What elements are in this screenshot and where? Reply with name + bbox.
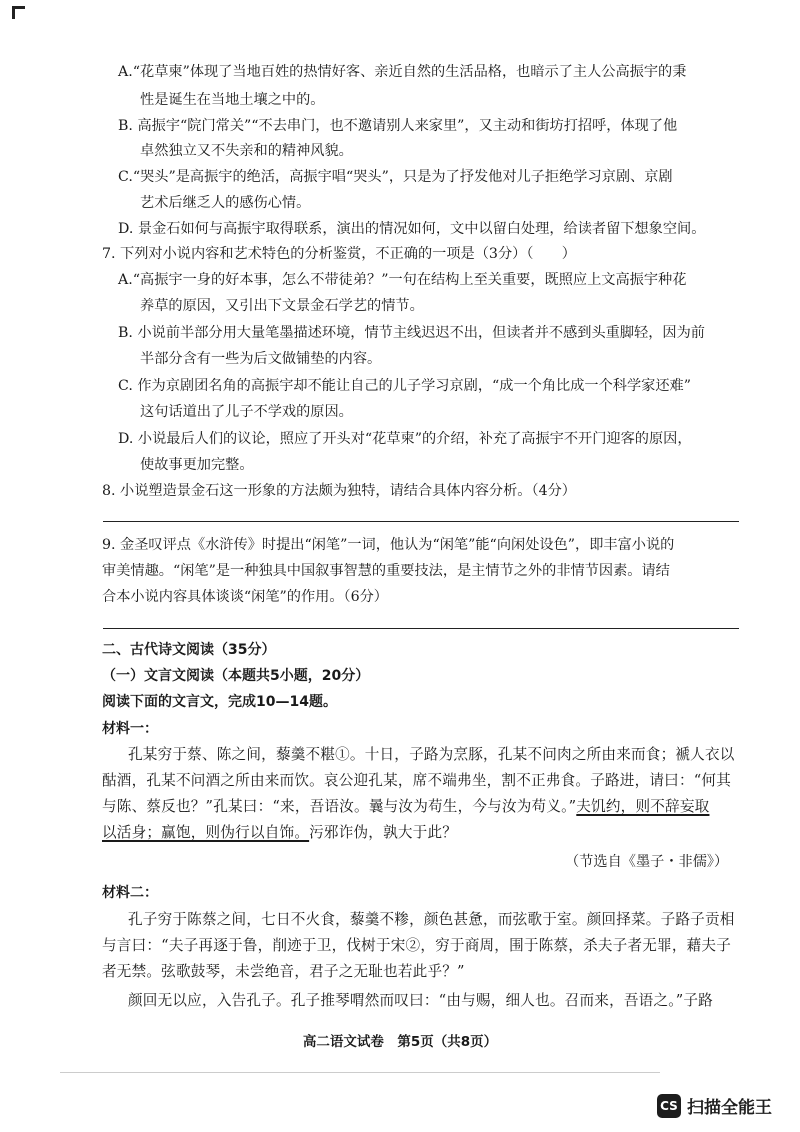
section2-title: 二、古代诗文阅读（35分） bbox=[102, 642, 276, 658]
material2-line3: 者无禁。弦歌鼓琴，未尝绝音，君子之无耻也若此乎？” bbox=[102, 963, 465, 980]
q7-stem: 7. 下列对小说内容和艺术特色的分析鉴赏，不正确的一项是（3分）（ ） bbox=[102, 246, 576, 262]
q9-answer-line bbox=[103, 628, 739, 629]
q7-option-a-line2: 养草的原因，又引出下文景金石学艺的情节。 bbox=[140, 298, 424, 314]
material1-line1: 孔某穷于蔡、陈之间，藜羹不糂①。十日，子路为烹豚，孔某不问肉之所由来而食；褫人衣以 bbox=[128, 746, 735, 763]
q6-option-d-line1: D. 景金石如何与高振宇取得联系，演出的情况如何，文中以留白处理，给读者留下想象空间。 bbox=[118, 221, 706, 237]
material2-line1: 孔子穷于陈蔡之间，七日不火食，藜羹不糁，颜色甚惫，而弦歌于室。颜回择菜。子路子贡相 bbox=[128, 911, 735, 928]
material1-line4 bbox=[102, 823, 457, 843]
q6-option-a-line1: A.“花草柬”体现了当地百姓的热情好客、亲近自然的生活品格，也暗示了主人公高振宇的秉 bbox=[118, 64, 687, 80]
q9-line1: 9. 金圣叹评点《水浒传》时提出“闲笔”一词，他认为“闲笔”能“向闲处设色”，即丰富小说的 bbox=[102, 537, 675, 553]
q9-line2: 审美情趣。“闲笔”是一种独具中国叙事智慧的重要技法，是主情节之外的非情节因素。请结 bbox=[102, 563, 670, 579]
material1-underlined-sentence-part1: 夫饥约，则不辞妄取 bbox=[576, 798, 710, 815]
material1-underlined-sentence-part2: 以活身；赢饱，则伪行以自饰。 bbox=[102, 824, 310, 841]
material1-line3-text: 与陈、蔡反也？”孔某曰：“来，吾语汝。曩与汝为苟生，今与汝为苟义。” bbox=[102, 798, 577, 815]
section2-subtitle: （一）文言文阅读（本题共5小题，20分） bbox=[102, 668, 370, 684]
q7-option-b-line2: 半部分含有一些为后文做铺垫的内容。 bbox=[140, 351, 382, 367]
q7-option-c-line2: 这句话道出了儿子不学戏的原因。 bbox=[140, 404, 353, 420]
material1-label: 材料一： bbox=[102, 721, 158, 737]
material2-line4: 颜回无以应，入告孔子。孔子推琴喟然而叹曰：“由与赐，细人也。召而来，吾语之。”子路 bbox=[128, 992, 713, 1009]
section2-instruction: 阅读下面的文言文，完成10—14题。 bbox=[102, 694, 337, 710]
material2-label: 材料二： bbox=[102, 885, 158, 901]
scan-corner-mark bbox=[12, 6, 25, 19]
camscanner-text: 扫描全能王 bbox=[687, 1098, 772, 1118]
q7-option-b-line1: B. 小说前半部分用大量笔墨描述环境，情节主线迟迟不出，但读者并不感到头重脚轻，因为前 bbox=[118, 325, 705, 341]
q6-option-c-line1: C.“哭头”是高振宇的绝活，高振宇唱“哭头”，只是为了抒发他对儿子拒绝学习京剧、京剧 bbox=[118, 169, 673, 185]
q7-option-d-line2: 使故事更加完整。 bbox=[140, 457, 254, 473]
page-bottom-edge bbox=[60, 1072, 660, 1073]
q8-answer-line bbox=[103, 521, 739, 522]
q7-option-d-line1: D. 小说最后人们的议论，照应了开头对“花草柬”的介绍，补充了高振宇不开门迎客的原因， bbox=[118, 431, 692, 447]
q7-option-c-line1: C. 作为京剧团名角的高振宇却不能让自己的儿子学习京剧，“成一个角比成一个科学家还难” bbox=[118, 378, 692, 394]
q9-line3: 合本小说内容具体谈谈“闲笔”的作用。（6分） bbox=[102, 589, 388, 605]
material2-line2: 与言曰：“夫子再逐于鲁，削迹于卫，伐树于宋②，穷于商周，围于陈蔡，杀夫子者无罪，藉夫子 bbox=[102, 937, 732, 954]
camscanner-watermark bbox=[657, 1093, 772, 1118]
material1-source: （节选自《墨子・非儒》） bbox=[565, 854, 729, 870]
q6-option-b-line1: B. 高振宇“院门常关”“不去串门，也不邀请别人来家里”，又主动和街坊打招呼，体现了他 bbox=[118, 118, 678, 134]
material1-line3 bbox=[102, 797, 709, 817]
page-footer: 高二语文试卷 第5页（共8页） bbox=[302, 1034, 498, 1050]
q6-option-a-line2: 性是诞生在当地土壤之中的。 bbox=[140, 92, 325, 108]
material1-line2: 酤酒，孔某不问酒之所由来而饮。哀公迎孔某，席不端弗坐，割不正弗食。子路进，请曰：“何其 bbox=[102, 772, 732, 789]
q7-option-a-line1: A.“高振宇一身的好本事，怎么不带徒弟？”一句在结构上至关重要，既照应上文高振宇种花 bbox=[118, 272, 687, 288]
q8-stem: 8. 小说塑造景金石这一形象的方法颇为独特，请结合具体内容分析。（4分） bbox=[102, 483, 576, 499]
material1-line4-text: 污邪诈伪，孰大于此？ bbox=[309, 824, 458, 841]
q6-option-b-line2: 卓然独立又不失亲和的精神风貌。 bbox=[140, 143, 353, 159]
camscanner-logo-icon: CS bbox=[657, 1094, 681, 1118]
q6-option-c-line2: 艺术后继乏人的感伤心情。 bbox=[140, 195, 311, 211]
